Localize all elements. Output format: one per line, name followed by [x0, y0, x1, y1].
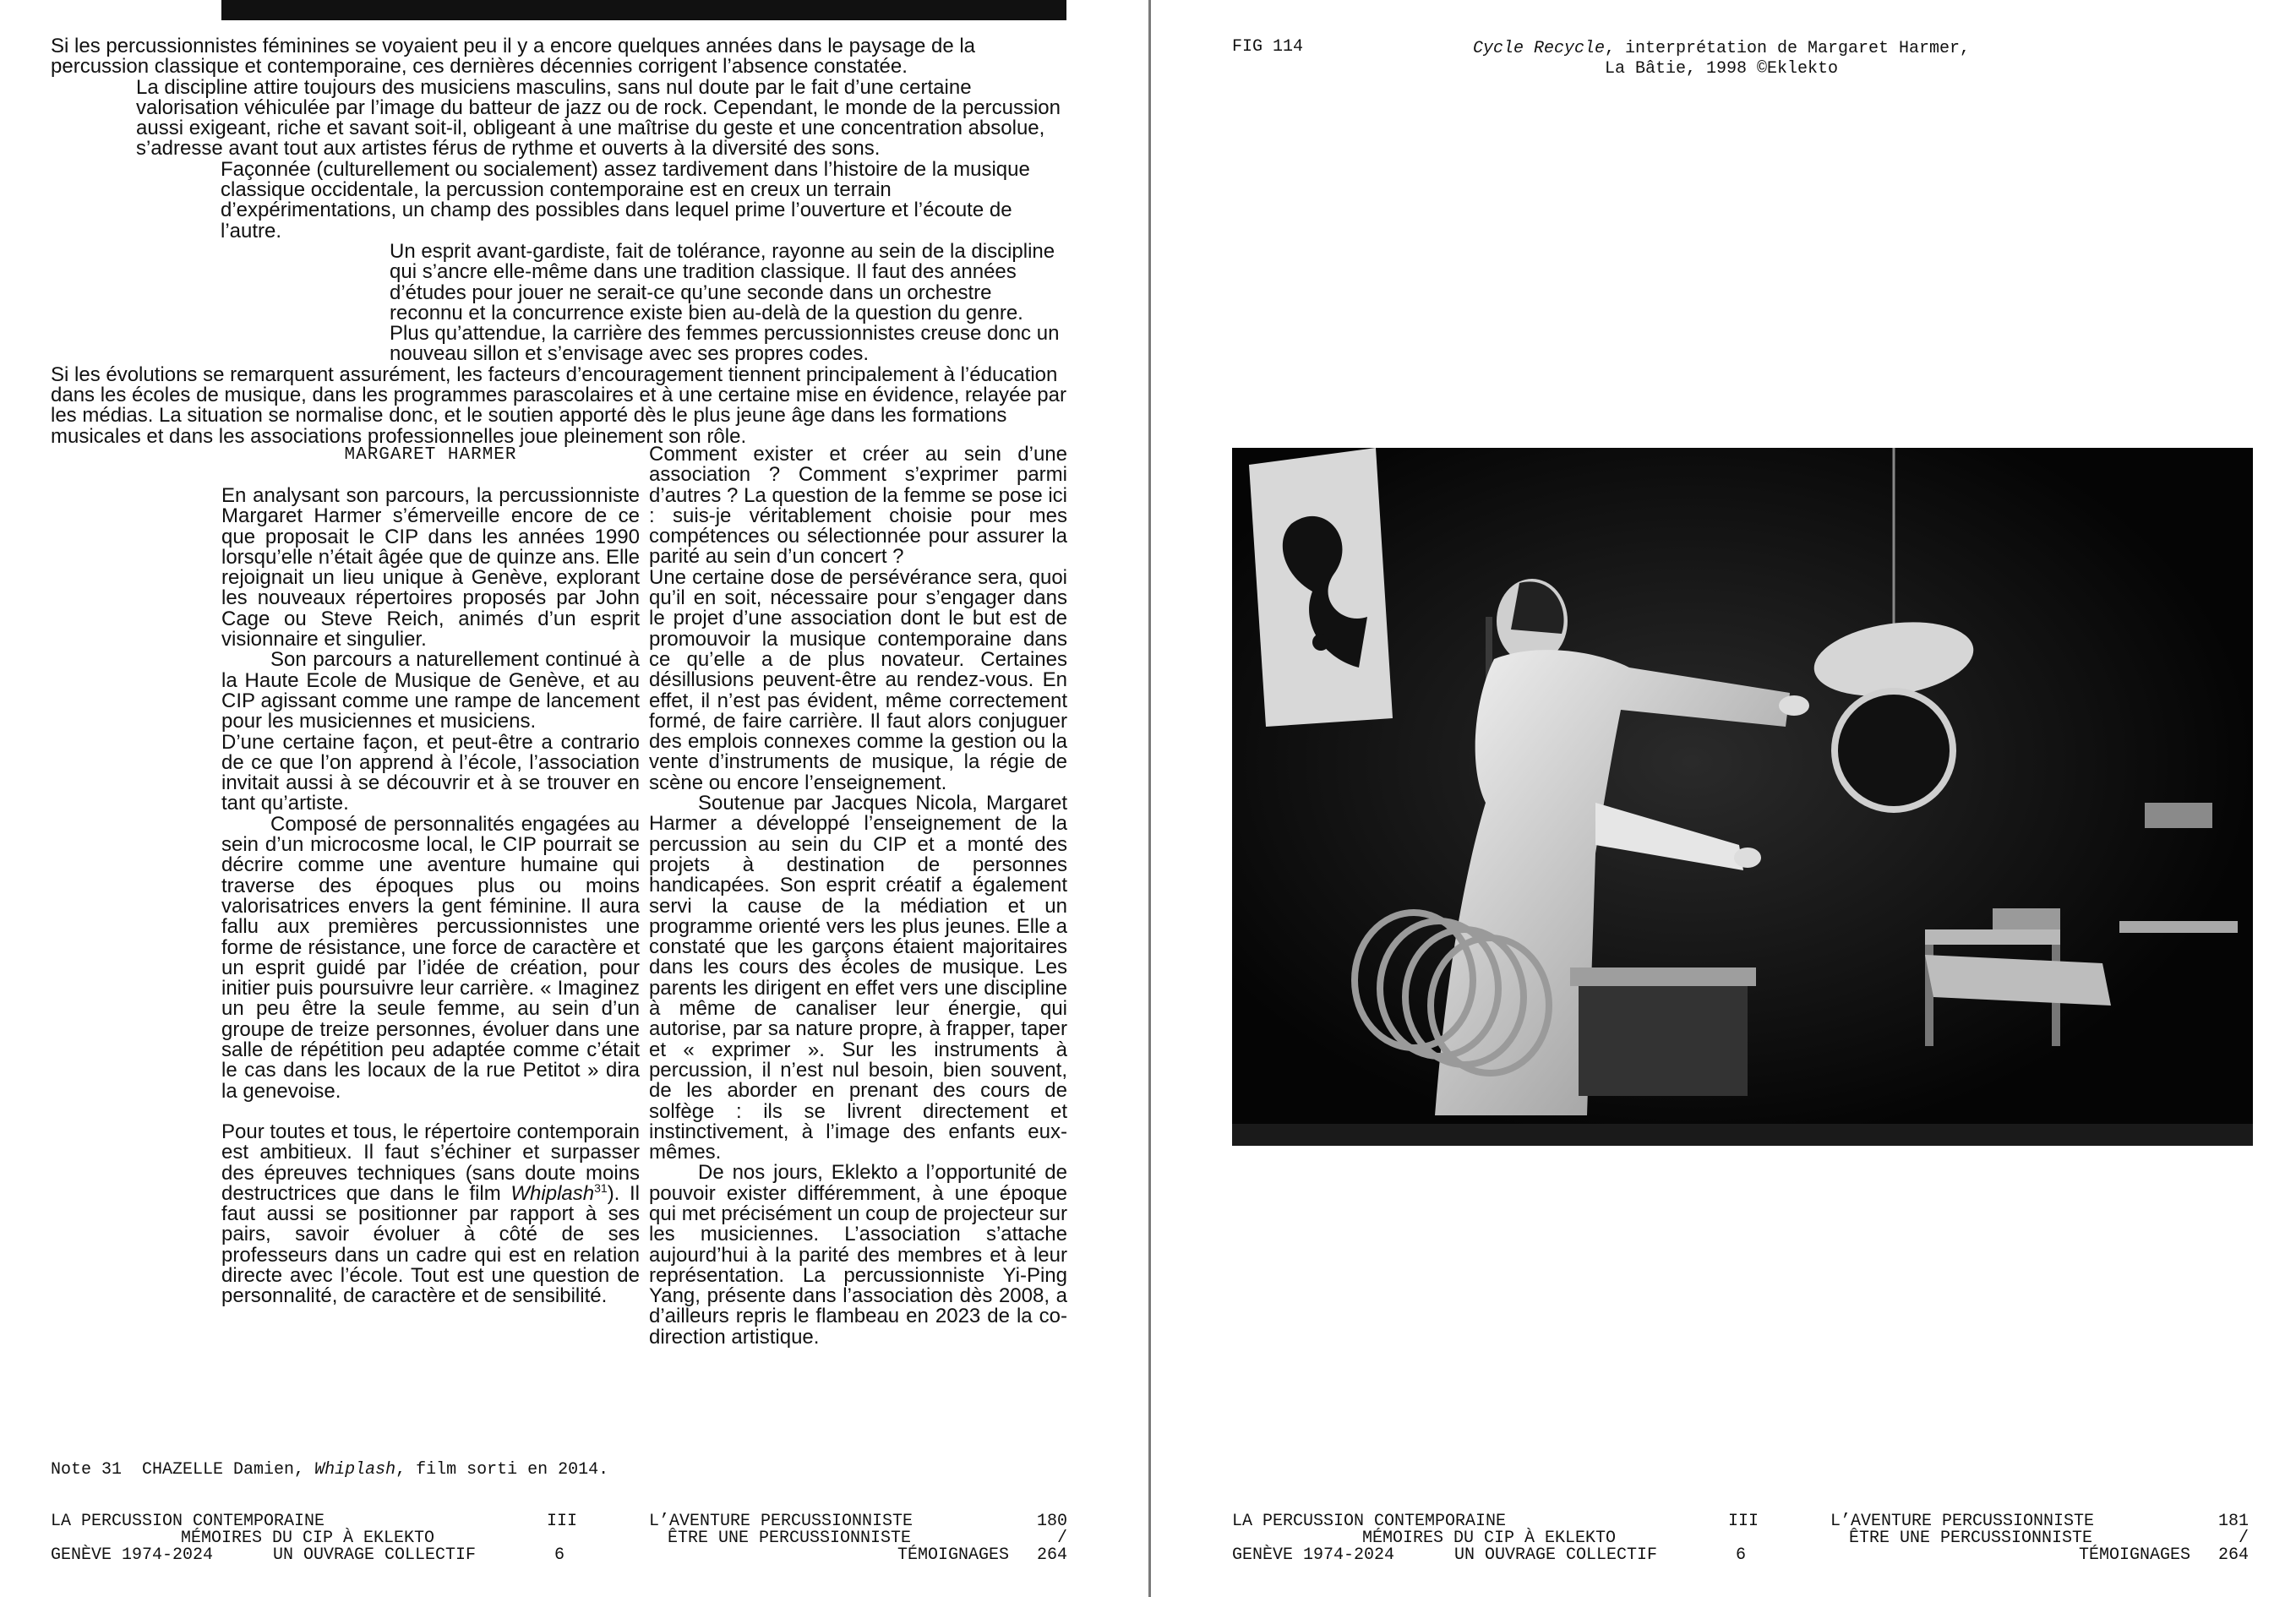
part-title: L’AVENTURE PERCUSSIONNISTE	[1830, 1512, 2095, 1531]
photo-illustration	[1232, 448, 2253, 1146]
column-paragraph: Comment exister et créer au sein d’une association ? Comment s’exprimer parmi d’autres ? La question de la femme se pose ici : suis-je véritablement choisie pour mes compétences ou sélectionnée pour assurer la parité au sein d’un concert ?	[649, 443, 1067, 569]
book-subtitle: MÉMOIRES DU CIP À EKLEKTO	[1362, 1529, 1617, 1548]
intro-paragraph: La discipline attire toujours des musiciens masculins, sans nul doute par le fait d’une certaine valorisation véhiculée par l’image du batteur de jazz ou de rock. Cependant, le monde de la percussion aussi exigeant, riche et savant soit-il, obligeant à une maîtrise du geste et une concentration absolue, s’adresse avant tout aux artistes férus de rythme et ouverts à la diversité des sons.	[136, 75, 1061, 161]
page-total: 264	[1036, 1545, 1067, 1565]
column-paragraph: Soutenue par Jacques Nicola, Margaret Harmer a développé l’enseignement de la percussion au sein du CIP et a monté des projets à destination de personnes handicapées. Son esprit créatif a également servi la cause de la médiation et un programme orienté vers les plus jeunes. Elle a constaté que les garçons étaient majoritaires dans les cours des écoles de musique. Les parents les dirigent en effet vers une discipline à même de canaliser leur énergie, qui autorise, par sa nature propre, à frapper, taper et « exprimer ». Sur les instruments à percussion, il n’est nul besoin, bien souvent, de les aborder en prenant des cours de solfège : ils se livrent directement et instinctivement, à l’image des enfants eux-mêmes.	[649, 792, 1067, 1164]
chapter-type: TÉMOIGNAGES	[2079, 1545, 2191, 1565]
running-footer	[51, 1513, 1067, 1572]
part-roman: III	[1728, 1512, 1759, 1531]
footnote	[51, 1462, 608, 1479]
footnote-text: , film sorti en 2014.	[395, 1460, 609, 1480]
part-roman: III	[547, 1512, 578, 1531]
caption-text: , interprétation de Margaret Harmer,	[1604, 39, 1971, 58]
part-number: 6	[554, 1545, 565, 1565]
page-separator: /	[1056, 1529, 1067, 1548]
footnote-film-title: Whiplash	[314, 1460, 396, 1480]
chapter-type: TÉMOIGNAGES	[897, 1545, 1010, 1565]
part-number: 6	[1736, 1545, 1747, 1565]
figure-caption	[1447, 39, 1996, 79]
column-paragraph: Une certaine dose de persévérance sera, quoi qu’il en soit, nécessaire pour s’engager dans le projet d’une association dont le but est de promouvoir la musique contemporaine dans ce qu’elle a de plus novateur. Certaines désillusions peuvent-être au rendez-vous. En effet, il n’est pas évident, même correctement formé, de faire carrière. Il faut alors conjuguer des emplois connexes comme la gestion ou la vente d’instruments de musique, la régie de scène ou encore l’enseignement.	[649, 565, 1067, 794]
book-title: LA PERCUSSION CONTEMPORAINE	[1232, 1512, 1507, 1531]
footnote-ref[interactable]: 31	[594, 1180, 608, 1195]
top-black-bar	[221, 0, 1066, 20]
intro-paragraph: Si les percussionnistes féminines se voyaient peu il y a encore quelques années dans le paysage de la percussion classique et contemporaine, ces dernières décennies corrigent l’absence constatée.	[51, 35, 976, 79]
film-title: Whiplash	[510, 1181, 595, 1205]
chapter-title: ÊTRE UNE PERCUSSIONNISTE	[668, 1529, 912, 1548]
section-heading: MARGARET HARMER	[344, 445, 517, 465]
book-type: UN OUVRAGE COLLECTIF	[273, 1545, 477, 1565]
running-footer	[1232, 1513, 2249, 1572]
intro-paragraph: Façonnée (culturellement ou socialement) assez tardivement dans l’histoire de la musique classique occidentale, la percussion contemporaine est en creux un terrain d’expérimentations, un champ des possibles dans lequel prime l’ouverture et l’écoute de l’autre.	[221, 157, 1030, 243]
column-paragraph	[221, 1122, 640, 1307]
intro-paragraph: Un esprit avant-gardiste, fait de tolérance, rayonne au sein de la discipline qui s’ancre elle-même dans une tradition classique. Il faut des années d’études pour jouer ne serait-ce qu’une seconde dans un orchestre reconnu et la concurrence existe bien au-delà de la question du genre. Plus qu’attendue, la carrière des femmes percussionnistes creuse donc un nouveau sillon et s’envisage avec ses propres codes.	[390, 239, 1060, 366]
book-title: LA PERCUSSION CONTEMPORAINE	[51, 1512, 325, 1531]
footnote-label: Note 31	[51, 1460, 123, 1480]
book-type: UN OUVRAGE COLLECTIF	[1454, 1545, 1658, 1565]
caption-credit: La Bâtie, 1998 ©Eklekto	[1604, 59, 1839, 79]
footnote-author: CHAZELLE Damien,	[142, 1460, 305, 1480]
page-number: 180	[1036, 1512, 1067, 1531]
book-subtitle: MÉMOIRES DU CIP À EKLEKTO	[181, 1529, 435, 1548]
wall-poster	[1249, 448, 1393, 727]
column-paragraph: Composé de personnalités engagées au sein d’un microcosme local, le CIP pourrait se décrire comme une aventure humaine qui traverse des époques plus ou moins valorisatrices envers la gent féminine. Il aura fallu aux premières percussionnistes une forme de résistance, une force de caractère et un esprit guidé par l’idée de création, pour initier puis poursuivre leur carrière. « Imaginez un peu être la seule femme, au sein d’un groupe de treize personnes, évoluer dans une salle de répétition peu adaptée comme c’était le cas dans les locaux de la rue Petitot » dira la genevoise.	[221, 812, 640, 1103]
chapter-title: ÊTRE UNE PERCUSSIONNISTE	[1849, 1529, 2093, 1548]
part-title: L’AVENTURE PERCUSSIONNISTE	[649, 1512, 913, 1531]
page-separator: /	[2238, 1529, 2249, 1548]
column-paragraph: En analysant son parcours, la percussionniste Margaret Harmer s’émerveille encore de ce que proposait le CIP dans les années 1990 lorsqu’elle n’était âgée que de quinze ans. Elle rejoignait un lieu unique à Genève, explorant les nouveaux répertoires proposés par John Cage ou Steve Reich, animés d’un esprit visionnaire et singulier.	[221, 484, 641, 651]
paragraph-text: ). Il faut aussi se positionner par rapport à ses pairs, savoir évoluer à côté de ses professeurs dans un cadre qui est en relation directe avec l’école. Tout est une question de personnalité, de caractère et de sensibilité.	[221, 1181, 640, 1308]
right-page	[1151, 0, 2296, 1597]
page-number: 181	[2217, 1512, 2249, 1531]
column-paragraph: D’une certaine façon, et peut-être a contrario de ce que l’on apprend à l’école, l’association invitait aussi à se découvrir et à se trouver en tant qu’artiste.	[221, 730, 640, 815]
book-place: GENÈVE 1974-2024	[51, 1545, 214, 1565]
text-column-right	[649, 444, 1067, 1348]
intro-paragraph: Si les évolutions se remarquent assurément, les facteurs d’encouragement tiennent principalement à l’éducation dans les écoles de musique, dans les programmes parascolaires et à une certaine mise en évidence, relayée par les médias. La situation se normalise donc, et le soutien apporté dès le plus jeune âge dans les formations musicales et dans les associations professionnelles joue pleinement son rôle.	[51, 362, 1066, 448]
figure-number: FIG 114	[1232, 37, 1304, 57]
caption-title: Cycle Recycle	[1472, 39, 1605, 58]
intro-text	[51, 36, 1067, 447]
performance-photo	[1232, 448, 2253, 1146]
column-paragraph: De nos jours, Eklekto a l’opportunité de pouvoir exister différemment, à une époque qui met précisément un coup de projecteur sur les musiciennes. L’association s’attache aujourd’hui à la parité des membres et à leur représentation. La percussionniste Yi-Ping Yang, présente dans l’association dès 2008, a d’ailleurs repris le flambeau en 2023 de la co-direction artistique.	[649, 1161, 1067, 1349]
paragraph-text: Pour toutes et tous, le répertoire contemporain est ambitieux. Il faut s’échiner et surpasser des épreuves techniques (sans doute moins destructrices que dans le film	[221, 1120, 640, 1205]
text-column-left	[221, 486, 640, 1307]
page-total: 264	[2217, 1545, 2249, 1565]
column-paragraph: Son parcours a naturellement continué à la Haute Ecole de Musique de Genève, et au CIP agissant comme une rampe de lancement pour les musiciennes et musiciens.	[221, 648, 640, 733]
book-place: GENÈVE 1974-2024	[1232, 1545, 1395, 1565]
